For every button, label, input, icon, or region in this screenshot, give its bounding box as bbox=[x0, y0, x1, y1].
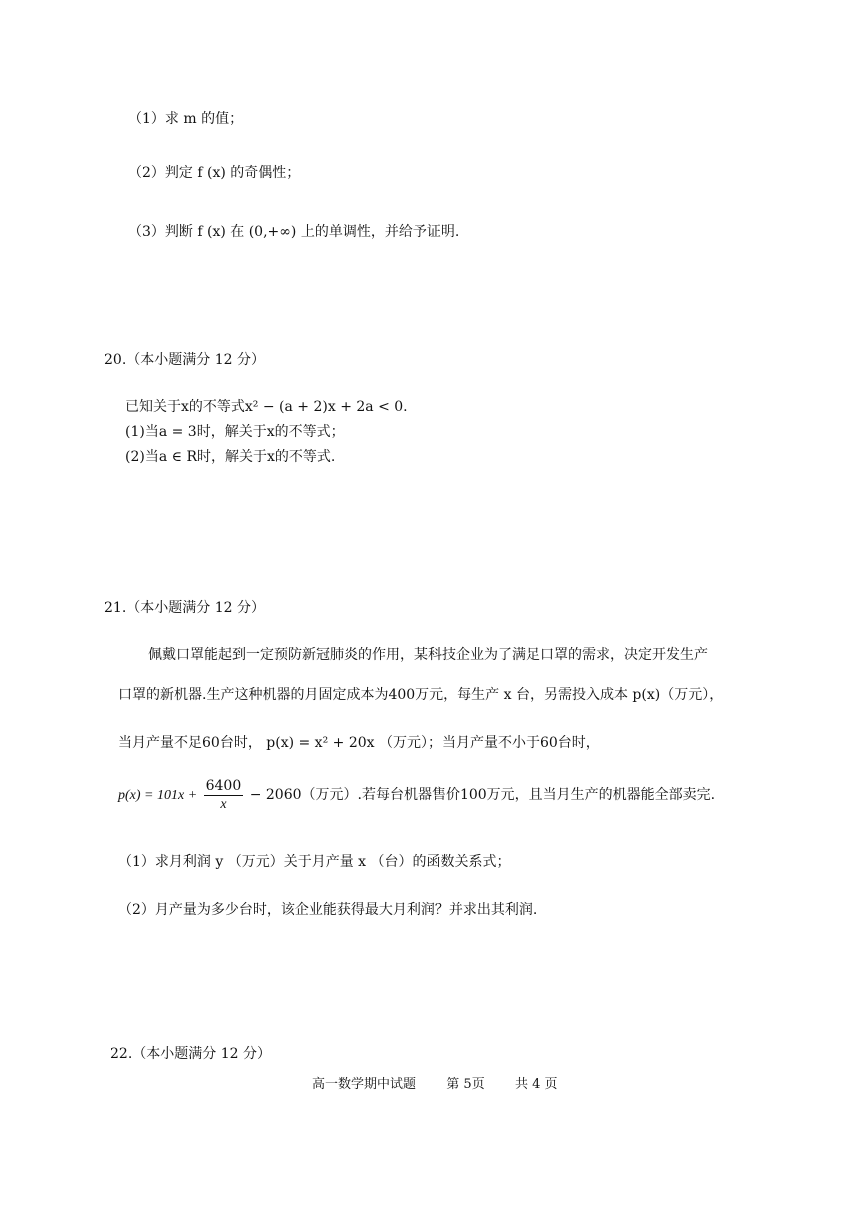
q21-item-1: （1）求月利润 y （万元）关于月产量 x （台）的函数关系式； bbox=[118, 854, 511, 870]
q20-line-3: (2)当a ∈ R时，解关于x的不等式. bbox=[125, 449, 336, 465]
q20-line-1: 已知关于x的不等式x² − (a + 2)x + 2a < 0. bbox=[125, 399, 408, 415]
q19-item-3: （3）判断 f (x) 在 (0,+∞) 上的单调性，并给予证明. bbox=[128, 224, 460, 240]
q22-heading: 22.（本小题满分 12 分） bbox=[110, 1046, 271, 1062]
q20-heading: 20.（本小题满分 12 分） bbox=[104, 352, 265, 368]
footer-page: 第 5页 bbox=[446, 1077, 485, 1092]
footer-title: 高一数学期中试题 bbox=[312, 1077, 417, 1092]
q21-paragraph-line-2: 口罩的新机器.生产这种机器的月固定成本为400万元，每生产 x 台，另需投入成本 p(x)（万元）， bbox=[118, 687, 724, 703]
q21-formula-line bbox=[118, 775, 715, 816]
q21-paragraph-line-3: 当月产量不足60台时， p(x) = x² + 20x （万元）；当月产量不小于60台时， bbox=[118, 735, 600, 751]
q20-line-2: (1)当a = 3时，解关于x的不等式； bbox=[125, 424, 345, 440]
q21-fraction-numerator: 6400 bbox=[205, 777, 242, 794]
q21-paragraph-line-1: 佩戴口罩能起到一定预防新冠肺炎的作用，某科技企业为了满足口罩的需求，决定开发生产 bbox=[148, 647, 708, 663]
q19-item-1: （1）求 m 的值； bbox=[128, 111, 244, 127]
q21-heading: 21.（本小题满分 12 分） bbox=[104, 600, 265, 616]
q19-item-2: （2）判定 f (x) 的奇偶性； bbox=[128, 165, 301, 181]
footer-total: 共 4 页 bbox=[514, 1077, 558, 1092]
footer bbox=[312, 1075, 558, 1095]
q21-formula-right: − 2060（万元）.若每台机器售价100万元，且当月生产的机器能全部卖完. bbox=[249, 787, 716, 803]
q21-formula-left: p(x) = 101x + bbox=[118, 788, 198, 803]
q21-fraction-denominator: x bbox=[220, 796, 227, 812]
q21-fraction bbox=[204, 777, 244, 814]
q21-item-2: （2）月产量为多少台时，该企业能获得最大月利润？并求出其利润. bbox=[118, 902, 538, 918]
